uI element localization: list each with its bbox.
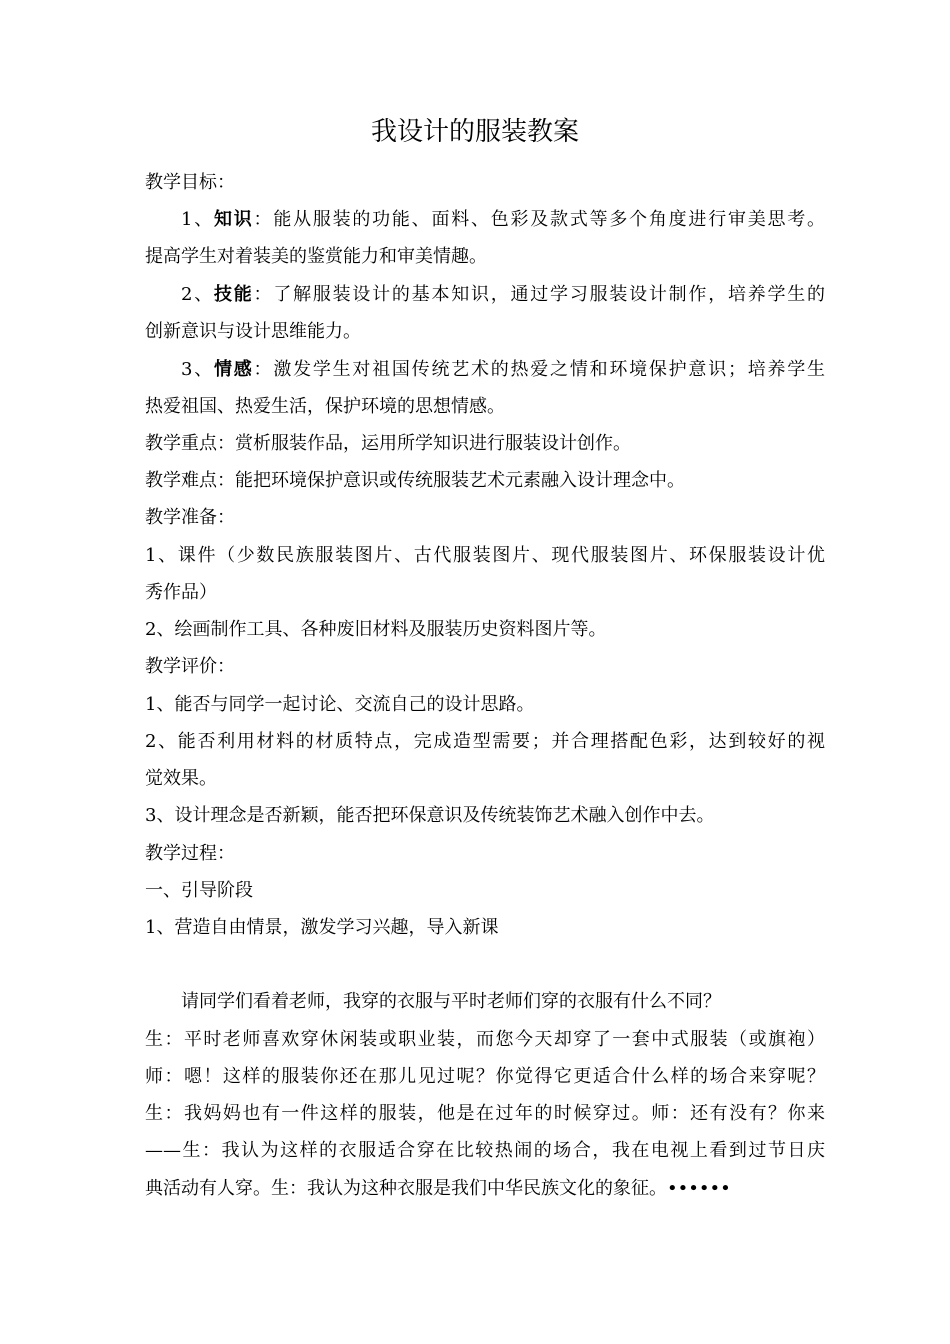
goal-skill-line2: 创新意识与设计思维能力。 (145, 321, 361, 342)
goal-emotion-label: 情感 (214, 359, 254, 380)
dialogue-line-3: 生：我妈妈也有一件这样的服装，他是在过年的时候穿过。师：还有没有？你来 (145, 1103, 825, 1124)
goal-knowledge-line1 (181, 205, 825, 235)
dialogue-line-2: 师：嗯！这样的服装你还在那儿见过呢？你觉得它更适合什么样的场合来穿呢？ (145, 1066, 825, 1087)
goal-skill-label: 技能 (214, 284, 254, 305)
goal-knowledge-label: 知识 (214, 209, 254, 230)
key-point: 教学重点：赏析服装作品，运用所学知识进行服装设计创作。 (145, 433, 631, 454)
dialogue-line-1: 生：平时老师喜欢穿休闲装或职业装，而您今天却穿了一套中式服装（或旗袍） (145, 1029, 825, 1050)
step-1: 1、营造自由情景，激发学习兴趣，导入新课 (145, 917, 499, 938)
goal-knowledge-line2: 提高学生对着装美的鉴赏能力和审美情趣。 (145, 246, 487, 267)
document-title: 我设计的服装教案 (370, 117, 579, 147)
eval-item-2-line2: 觉效果。 (145, 768, 217, 789)
goal-emotion-line2: 热爱祖国、热爱生活，保护环境的思想情感。 (145, 396, 505, 417)
prep-heading: 教学准备： (145, 507, 235, 528)
goals-heading: 教学目标： (145, 172, 235, 193)
goal-skill-line1 (181, 280, 825, 310)
prep-item-2: 2、绘画制作工具、各种废旧材料及服装历史资料图片等。 (145, 619, 607, 640)
dialogue-line-5 (145, 1174, 825, 1204)
goal-emotion-text: ：激发学生对祖国传统艺术的热爱之情和环境保护意识；培养学生 (253, 359, 826, 380)
goal-skill-number: 2、 (181, 284, 214, 305)
eval-heading: 教学评价： (145, 656, 235, 677)
goal-knowledge-number: 1、 (181, 209, 214, 230)
difficulty: 教学难点：能把环境保护意识或传统服装艺术元素融入设计理念中。 (145, 470, 685, 491)
goal-knowledge-text: ：能从服装的功能、面料、色彩及款式等多个角度进行审美思考。 (253, 209, 826, 230)
eval-item-2-line1: 2、能否利用材料的材质特点，完成造型需要；并合理搭配色彩，达到较好的视 (145, 731, 825, 752)
prep-item-1-line1: 1、课件（少数民族服装图片、古代服装图片、现代服装图片、环保服装设计优 (145, 545, 825, 566)
goal-emotion-number: 3、 (181, 359, 214, 380)
prep-item-1-line2: 秀作品） (145, 582, 217, 603)
dialogue-ellipsis: •••••• (667, 1178, 731, 1199)
dialogue-intro: 请同学们看着老师，我穿的衣服与平时老师们穿的衣服有什么不同？ (181, 991, 721, 1012)
stage-1-heading: 一、引导阶段 (145, 880, 253, 901)
dialogue-line-4: ——生：我认为这样的衣服适合穿在比较热闹的场合，我在电视上看到过节日庆 (145, 1140, 825, 1161)
goal-emotion-line1 (181, 355, 825, 385)
dialogue-line-5-text: 典活动有人穿。生：我认为这种衣服是我们中华民族文化的象征。 (145, 1178, 667, 1199)
process-heading: 教学过程： (145, 843, 235, 864)
eval-item-1: 1、能否与同学一起讨论、交流自己的设计思路。 (145, 694, 535, 715)
eval-item-3: 3、设计理念是否新颖，能否把环保意识及传统装饰艺术融入创作中去。 (145, 805, 715, 826)
goal-skill-text: ：了解服装设计的基本知识，通过学习服装设计制作，培养学生的 (253, 284, 826, 305)
